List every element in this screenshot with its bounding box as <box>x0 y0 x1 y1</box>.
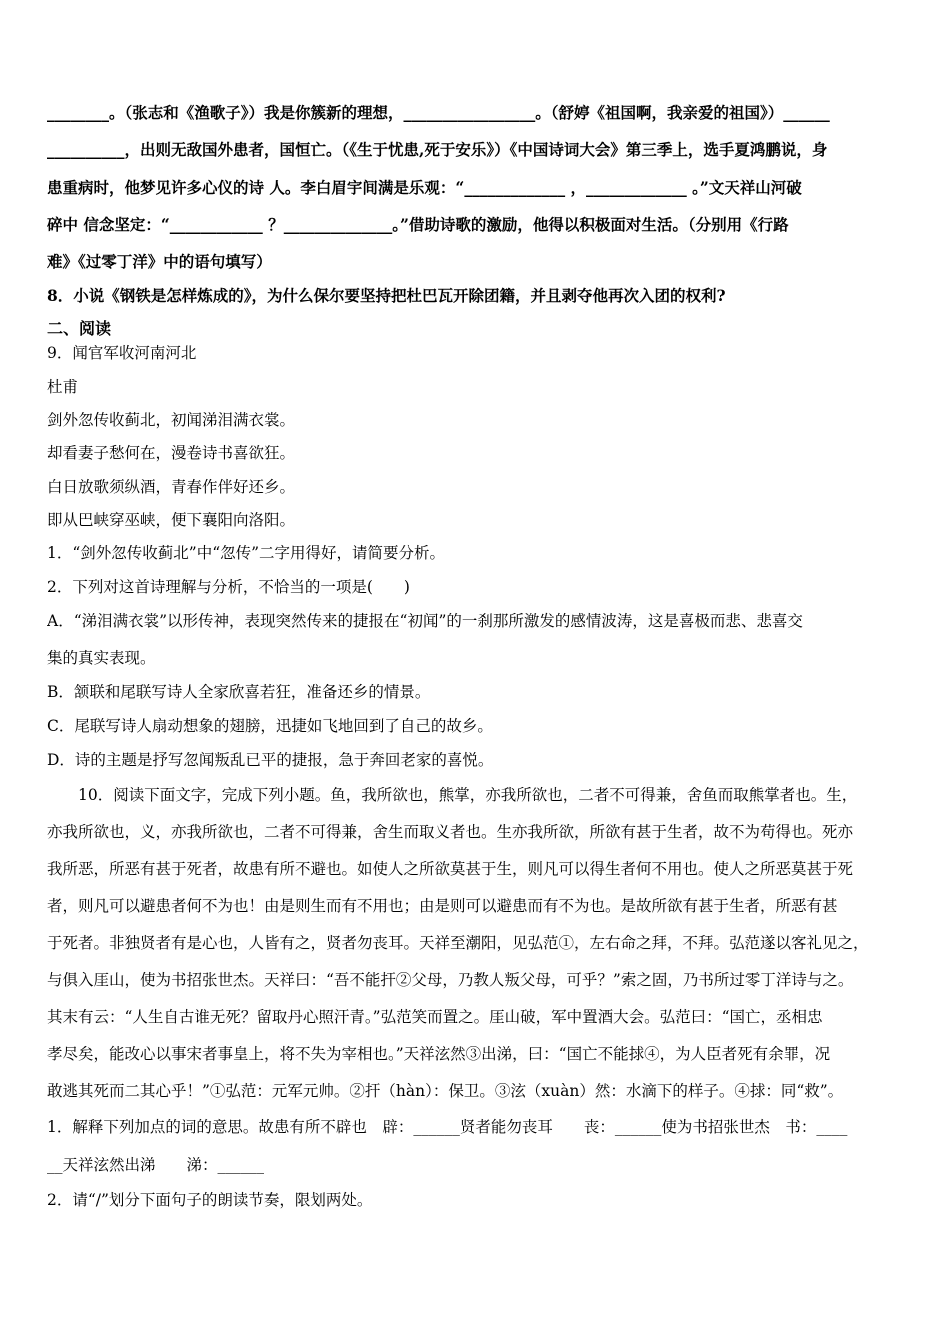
question-9-sub-2: 2．下列对这首诗理解与分析，不恰当的一项是( ) <box>47 578 410 596</box>
fill-in-line-2: __________，出则无敌国外患者，国恒亡。（《生于忧患,死于安乐》）《中国诗词大会》第三季上，选手夏鸿鹏说，身 <box>47 140 828 159</box>
question-10-line-3: 我所恶，所恶有甚于死者，故患有所不避也。如使人之所欲莫甚于生，则凡可以得生者何不用也。使人之所恶莫甚于死 <box>47 860 854 878</box>
option-d: D．诗的主题是抒写忽闻叛乱已平的捷报，急于奔回老家的喜悦。 <box>47 751 494 769</box>
question-10-line-9: 敢逃其死而二其心乎！”①弘范：元军元帅。②扞（hàn）：保卫。③泫（xuàn）然：水滴下的样子。④捄：同“救”。 <box>47 1082 844 1100</box>
question-10-sub-1-line-1: 1．解释下列加点的词的意思。故患有所不辟也 辟：______贤者能勿丧耳 丧：______使为书招张世杰 书：____ <box>47 1118 848 1136</box>
poem-line-2: 却看妻子愁何在，漫卷诗书喜欲狂。 <box>47 444 296 462</box>
question-9-sub-1: 1．“剑外忽传收蓟北”中“忽传”二字用得好，请简要分析。 <box>47 544 446 562</box>
option-b: B．颔联和尾联写诗人全家欣喜若狂，准备还乡的情景。 <box>47 683 431 701</box>
poem-author: 杜甫 <box>47 378 79 396</box>
question-10-sub-1-line-2: __天祥泫然出涕 涕：______ <box>47 1156 265 1174</box>
question-10-line-1: 10．阅读下面文字，完成下列小题。鱼，我所欲也，熊掌，亦我所欲也，二者不可得兼，舍鱼而取熊掌者也。生， <box>78 786 858 804</box>
fill-in-line-5: 难》《过零丁洋》中的语句填写） <box>47 252 272 271</box>
question-10-line-4: 者，则凡可以避患者何不为也！由是则生而有不用也；由是则可以避患而有不为也。是故所欲有甚于生者，所恶有甚 <box>47 897 838 915</box>
question-10-line-6: 与俱入厓山，使为书招张世杰。天祥曰：“吾不能扞②父母，乃教人叛父母，可乎？”索之固，乃书所过零丁洋诗与之。 <box>47 971 854 989</box>
question-10-line-2: 亦我所欲也，义，亦我所欲也，二者不可得兼，舍生而取义者也。生亦我所欲，所欲有甚于生者，故不为苟得也。死亦 <box>47 823 854 841</box>
fill-in-line-4: 碎中 信念坚定：“____________ ？______________。”借助诗歌的激励，他得以积极面对生活。（分别用《行路 <box>47 215 789 234</box>
question-10-line-5: 于死者。非独贤者有是心也，人皆有之，贤者勿丧耳。天祥至潮阳，见弘范①，左右命之拜，不拜。弘范遂以客礼见之， <box>47 934 869 952</box>
section-heading-reading: 二、阅读 <box>47 319 112 338</box>
poem-line-1: 剑外忽传收蓟北，初闻涕泪满衣裳。 <box>47 411 296 429</box>
question-10-line-7: 其末有云：“人生自古谁无死？留取丹心照汗青。”弘范笑而置之。厓山破，军中置酒大会。弘范曰：“国亡，丞相忠 <box>47 1008 823 1026</box>
option-a-line-1: A．“涕泪满衣裳”以形传神，表现突然传来的捷报在“初闻”的一刹那所激发的感情波涛，这是喜极而悲、悲喜交 <box>47 612 803 630</box>
fill-in-line-1: ________。（张志和《渔歌子》）我是你簇新的理想，_________________。（舒婷《祖国啊，我亲爱的祖国》）______ <box>47 103 830 122</box>
question-9-title: 9．闻官军收河南河北 <box>47 344 197 362</box>
option-a-line-2: 集的真实表现。 <box>47 649 156 667</box>
poem-line-3: 白日放歌须纵酒，青春作伴好还乡。 <box>47 478 296 496</box>
fill-in-line-3: 患重病时，他梦见许多心仪的诗 人。李白眉宇间满是乐观：“_____________ ，_____________ 。”文天祥山河破 <box>47 178 802 197</box>
question-10-line-8: 孝尽矣，能改心以事宋者事皇上，将不失为宰相也。”天祥泫然③出涕，曰：“国亡不能捄④，为人臣者死有余罪，况 <box>47 1045 831 1063</box>
question-10-sub-2: 2．请“/”划分下面句子的朗读节奏，限划两处。 <box>47 1191 373 1209</box>
poem-line-4: 即从巴峡穿巫峡，便下襄阳向洛阳。 <box>47 511 296 529</box>
question-8: 8．小说《钢铁是怎样炼成的》，为什么保尔要坚持把杜巴瓦开除团籍，并且剥夺他再次入团的权利? <box>47 286 726 305</box>
option-c: C．尾联写诗人扇动想象的翅膀，迅捷如飞地回到了自己的故乡。 <box>47 717 493 735</box>
